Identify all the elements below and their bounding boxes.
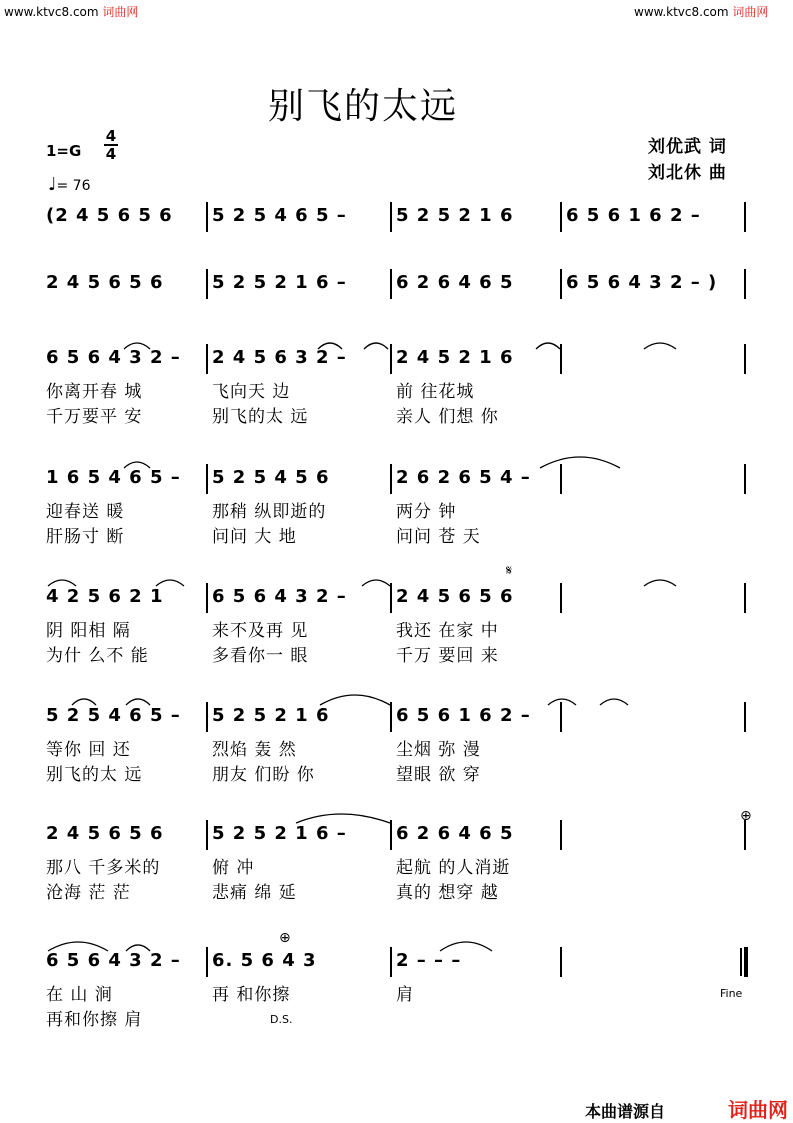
- slur: [440, 942, 492, 951]
- lyric-line: 阴 阳相 隔: [46, 621, 131, 641]
- tempo-value: = 76: [56, 178, 91, 194]
- lyric-line: 悲痛 绵 延: [212, 883, 297, 903]
- time-signature-top: 4: [105, 127, 117, 145]
- quarter-note-icon: ♩: [48, 174, 57, 195]
- slur: [536, 343, 560, 349]
- source-label: 本曲谱源自: [585, 1102, 666, 1121]
- lyric-line: 望眼 欲 穿: [396, 765, 481, 785]
- slur: [548, 699, 576, 705]
- lyric-line: 飞向天 边: [212, 382, 291, 402]
- slur: [48, 580, 76, 586]
- lyric-line: 俯 冲: [212, 858, 255, 878]
- lyric-line: 那八 千多米的: [46, 858, 161, 878]
- lyric-line: 再和你擦 肩: [46, 1010, 143, 1030]
- measure: 2 4 5 6 5 6: [396, 586, 514, 607]
- site-brand[interactable]: 词曲网: [102, 5, 139, 19]
- lyric-line: 千万要平 安: [46, 407, 143, 427]
- lyric-line: 迎春送 暖: [46, 502, 125, 522]
- fine-label: Fine: [720, 987, 743, 1000]
- slur: [540, 457, 620, 468]
- measure: 4 2 5 6 2 1: [46, 586, 164, 607]
- lyric-line: 亲人 们想 你: [396, 407, 499, 427]
- lyric-line: 问问 大 地: [212, 527, 297, 547]
- measure: 6 5 6 1 6 2 –: [566, 205, 701, 226]
- lyric-line: 烈焰 轰 然: [212, 740, 297, 760]
- lyric-line: 前 往花城: [396, 382, 475, 402]
- key-signature: 1=G: [46, 142, 82, 160]
- measure: 2 – – –: [396, 950, 462, 971]
- slur: [156, 580, 184, 586]
- measure: 2 4 5 6 5 6: [46, 823, 164, 844]
- slur: [126, 699, 150, 705]
- lyric-line: 等你 回 还: [46, 740, 131, 760]
- lyric-line: 沧海 茫 茫: [46, 883, 131, 903]
- lyric-line: 为什 么不 能: [46, 646, 149, 666]
- slur: [644, 580, 676, 586]
- lyric-line: 朋友 们盼 你: [212, 765, 315, 785]
- measure: (2 4 5 6 5 6: [46, 205, 173, 226]
- measure: 6 2 6 4 6 5: [396, 823, 514, 844]
- measure: 6 5 6 4 3 2 –: [46, 950, 181, 971]
- measure: 6 5 6 4 3 2 – ): [566, 272, 718, 293]
- measure: 6 5 6 1 6 2 –: [396, 705, 531, 726]
- slur: [126, 945, 150, 951]
- measure: 2 6 2 6 5 4 –: [396, 467, 531, 488]
- lyricist-credit: 刘优武 词: [648, 137, 727, 157]
- lyric-line: 在 山 涧: [46, 985, 113, 1005]
- slur: [124, 462, 150, 468]
- measure: 5 2 5 2 1 6 –: [212, 823, 347, 844]
- lyric-line: 起航 的人消逝: [396, 858, 511, 878]
- measure: 5 2 5 2 1 6: [212, 705, 330, 726]
- lyric-line: 两分 钟: [396, 502, 457, 522]
- measure: 2 4 5 2 1 6: [396, 347, 514, 368]
- lyric-line: 真的 想穿 越: [396, 883, 499, 903]
- lyric-line: 千万 要回 来: [396, 646, 499, 666]
- slur: [644, 343, 676, 349]
- measure: 5 2 5 4 5 6: [212, 467, 330, 488]
- lyric-line: 那稍 纵即逝的: [212, 502, 327, 522]
- measure: 2 4 5 6 3 2 –: [212, 347, 347, 368]
- measure: 6 5 6 4 3 2 –: [46, 347, 181, 368]
- site-brand[interactable]: 词曲网: [732, 5, 769, 19]
- slur: [362, 580, 390, 586]
- slur: [72, 699, 96, 705]
- site-url[interactable]: www.ktvc8.com: [634, 5, 729, 19]
- measure: 2 4 5 6 5 6: [46, 272, 164, 293]
- slur: [48, 942, 108, 951]
- site-url[interactable]: www.ktvc8.com: [4, 5, 99, 19]
- lyric-line: 肩: [396, 985, 414, 1005]
- coda-mark-right: ⊕: [740, 808, 752, 824]
- slur: [318, 343, 342, 349]
- measure: 5 2 5 4 6 5 –: [212, 205, 347, 226]
- coda-mark-left: ⊕: [279, 930, 291, 946]
- lyric-line: 别飞的太 远: [212, 407, 309, 427]
- measure: 5 2 5 2 1 6 –: [212, 272, 347, 293]
- lyric-line: 来不及再 见: [212, 621, 309, 641]
- measure: 5 2 5 2 1 6: [396, 205, 514, 226]
- measure: 1 6 5 4 6 5 –: [46, 467, 181, 488]
- segno-mark: 𝄋: [506, 563, 513, 579]
- lyric-line: 肝肠寸 断: [46, 527, 125, 547]
- composer-credit: 刘北休 曲: [648, 163, 727, 183]
- ds-label: D.S.: [270, 1013, 293, 1026]
- lyric-line: 别飞的太 远: [46, 765, 143, 785]
- lyric-line: 尘烟 弥 漫: [396, 740, 481, 760]
- slur: [320, 695, 390, 705]
- lyric-line: 问问 苍 天: [396, 527, 481, 547]
- slur: [124, 343, 150, 349]
- measure: 6 5 6 4 3 2 –: [212, 586, 347, 607]
- lyric-line: 你离开春 城: [46, 382, 143, 402]
- lyric-line: 我还 在家 中: [396, 621, 499, 641]
- slur: [600, 699, 628, 705]
- slur: [296, 814, 390, 823]
- time-signature-bottom: 4: [105, 145, 117, 163]
- measure: 6. 5 6 4 3: [212, 950, 317, 971]
- measure: 5 2 5 4 6 5 –: [46, 705, 181, 726]
- measure: 6 2 6 4 6 5: [396, 272, 514, 293]
- song-title: 别飞的太远: [268, 86, 459, 127]
- lyric-line: 再 和你擦: [212, 985, 291, 1005]
- footer-brand[interactable]: 词曲网: [728, 1098, 788, 1122]
- slur: [364, 343, 388, 349]
- lyric-line: 多看你一 眼: [212, 646, 309, 666]
